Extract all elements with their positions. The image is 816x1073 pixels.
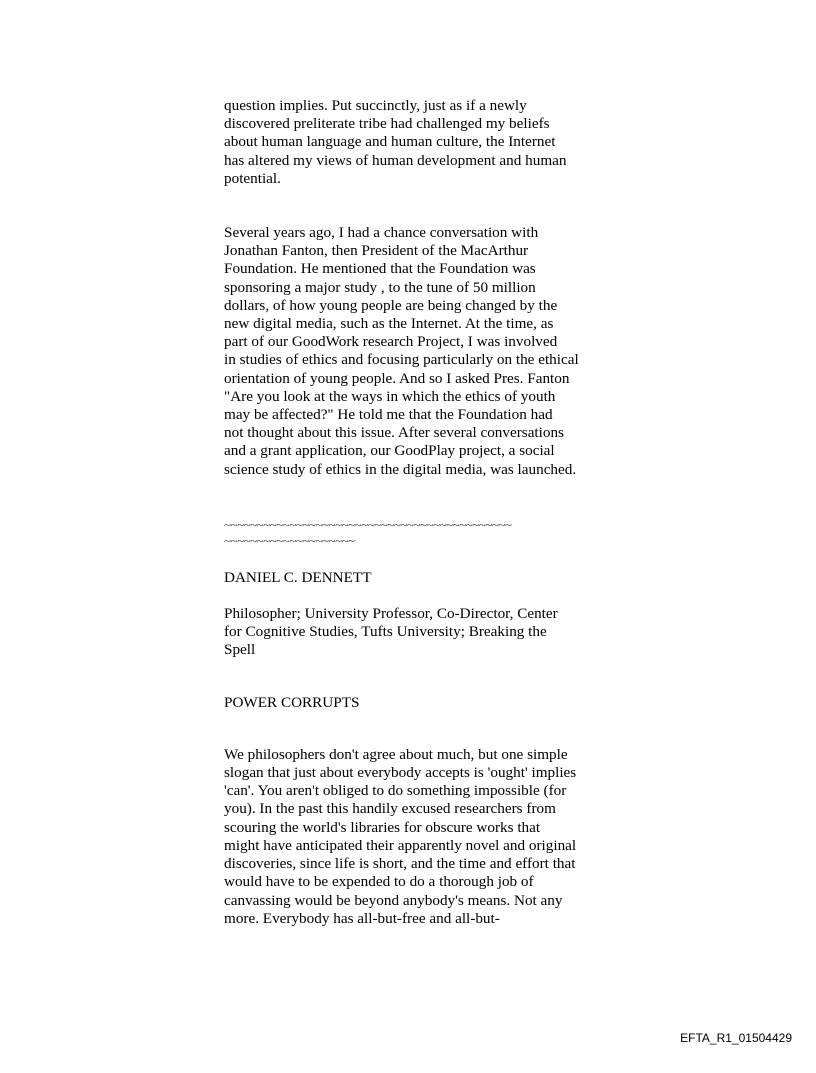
paragraph-continuation: question implies. Put succinctly, just as if a newly discovered preliterate tribe had challenged my beliefs about human language and human culture, the Internet has altered my views of human development and human potential. <box>224 97 567 187</box>
paragraph-power-corrupts: We philosophers don't agree about much, but one simple slogan that just about everybody accepts is 'ought' implies 'can'. You aren't obliged to do something impossible (for you). In the past this handily excused researchers from scouring the world's libraries for obscure works that might have anticipated their apparently novel and original discoveries, since life is short, and the time and effort that would have to be expended to do a thorough job of canvassing would be beyond anybody's means. Not any more. Everybody has all-but-free and all-but- <box>224 745 577 927</box>
spacer <box>224 712 604 746</box>
document-body <box>224 97 604 928</box>
author-bio: Philosopher; University Professor, Co-Director, Center for Cognitive Studies, Tufts University; Breaking the Spell <box>224 605 558 659</box>
essay-title: POWER CORRUPTS <box>224 693 360 711</box>
spacer <box>224 479 604 517</box>
spacer <box>224 587 604 605</box>
author-name: DANIEL C. DENNETT <box>224 568 372 586</box>
document-id-footer: EFTA_R1_01504429 <box>680 1031 792 1045</box>
spacer <box>224 549 604 569</box>
spacer <box>224 188 604 224</box>
spacer <box>224 660 604 694</box>
tilde-separator: ~~~~~~~~~~~~~~~~~~~~~~~~~~~~~~~~~~~~~~~~~~~~ ~~~~~~~~~~~~~~~~~~~~ <box>224 516 512 548</box>
paragraph-fanton-conversation: Several years ago, I had a chance conversation with Jonathan Fanton, then President of the MacArthur Foundation. He mentioned that the Foundation was sponsoring a major study , to the tune of 50 million dollars, of how young people are being changed by the new digital media, such as the Internet. At the time, as part of our GoodWork research Project, I was involved in studies of ethics and focusing particularly on the ethical orientation of young people. And so I asked Pres. Fanton "Are you look at the ways in which the ethics of youth may be affected?" He told me that the Foundation had not thought about this issue. After several conversations and a grant application, our GoodPlay project, a social science study of ethics in the digital media, was launched. <box>224 224 579 478</box>
